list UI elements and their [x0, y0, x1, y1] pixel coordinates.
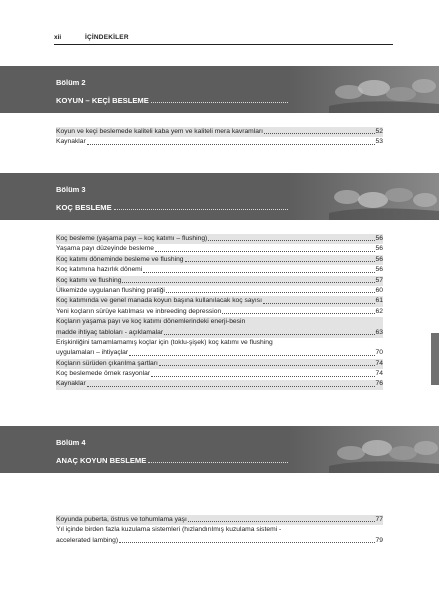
chapter-title: KOYUN – KEÇİ BESLEME [56, 96, 149, 105]
toc-entry[interactable]: Koç beslemede örnek rasyonlar 74 [56, 370, 383, 378]
toc-entry[interactable]: Koyunda puberta, östrus ve tohumlama yaşı 77 [56, 515, 383, 525]
running-header [54, 32, 393, 44]
chapter-banner-3 [0, 173, 439, 220]
chapter-3-entries [56, 234, 383, 390]
chapter-title: ANAÇ KOYUN BESLEME [56, 456, 147, 465]
chapter-banner-2 [0, 66, 439, 113]
chapter-thumb-tab [431, 333, 439, 385]
chapter-banner-4 [0, 426, 439, 473]
page-number: xii [54, 34, 62, 41]
chapter-4-entries [56, 515, 383, 546]
chapter-title: KOÇ BESLEME [56, 203, 112, 212]
toc-entry[interactable]: Koç katımında ve genel manada koyun başına kullanılacak koç sayısı 61 [56, 296, 383, 306]
toc-entry[interactable]: Yaşama payı düzeyinde besleme 56 [56, 245, 383, 253]
toc-entry[interactable]: Kaynaklar 53 [56, 138, 383, 146]
toc-entry[interactable]: Ülkemizde uygulanan flushing pratiği 60 [56, 286, 383, 294]
chapter-label: Bölüm 3 [56, 185, 86, 194]
sheep-herd-illustration [289, 173, 439, 220]
toc-entry[interactable]: Koç besleme (yaşama payı – koç katımı – flushing) 56 [56, 234, 383, 244]
toc-entry[interactable]: Erişkinliğini tamamlamamış koçlar için (toklu-şişek) koç katımı ve flushing uygulamaları – ihtiyaçlar 70 [56, 338, 383, 357]
toc-entry[interactable]: Koçların yaşama payı ve koç katımı dönemlerindeki enerji-besin madde ihtiyaç tabloları - açıklamalar 63 [56, 317, 383, 338]
toc-entry[interactable]: Koç katımı ve flushing 57 [56, 276, 383, 286]
toc-entry[interactable]: Koyun ve keçi beslemede kaliteli kaba yem ve kaliteli mera kavramları 52 [56, 127, 383, 137]
chapter-label: Bölüm 2 [56, 78, 86, 87]
toc-entry[interactable]: Koç katımına hazırlık dönemi 56 [56, 266, 383, 274]
header-title: İÇİNDEKİLER [85, 34, 129, 41]
toc-entry[interactable]: Koçların sürüden çıkarılma şartları 74 [56, 359, 383, 369]
sheep-herd-illustration [289, 66, 439, 113]
toc-entry[interactable]: Yeni koçların sürüye katılması ve inbreeding depression 62 [56, 307, 383, 315]
chapter-label: Bölüm 4 [56, 438, 86, 447]
sheep-herd-illustration [289, 426, 439, 473]
chapter-2-entries [56, 127, 383, 148]
toc-entry[interactable]: Yıl içinde birden fazla kuzulama sistemleri (hızlandırılmış kuzulama sistemi - accelerated lambing) 79 [56, 526, 383, 544]
toc-entry[interactable]: Koç katımı döneminde besleme ve flushing 56 [56, 255, 383, 265]
toc-entry[interactable]: Kaynaklar 76 [56, 380, 383, 390]
header-rule [54, 44, 393, 45]
